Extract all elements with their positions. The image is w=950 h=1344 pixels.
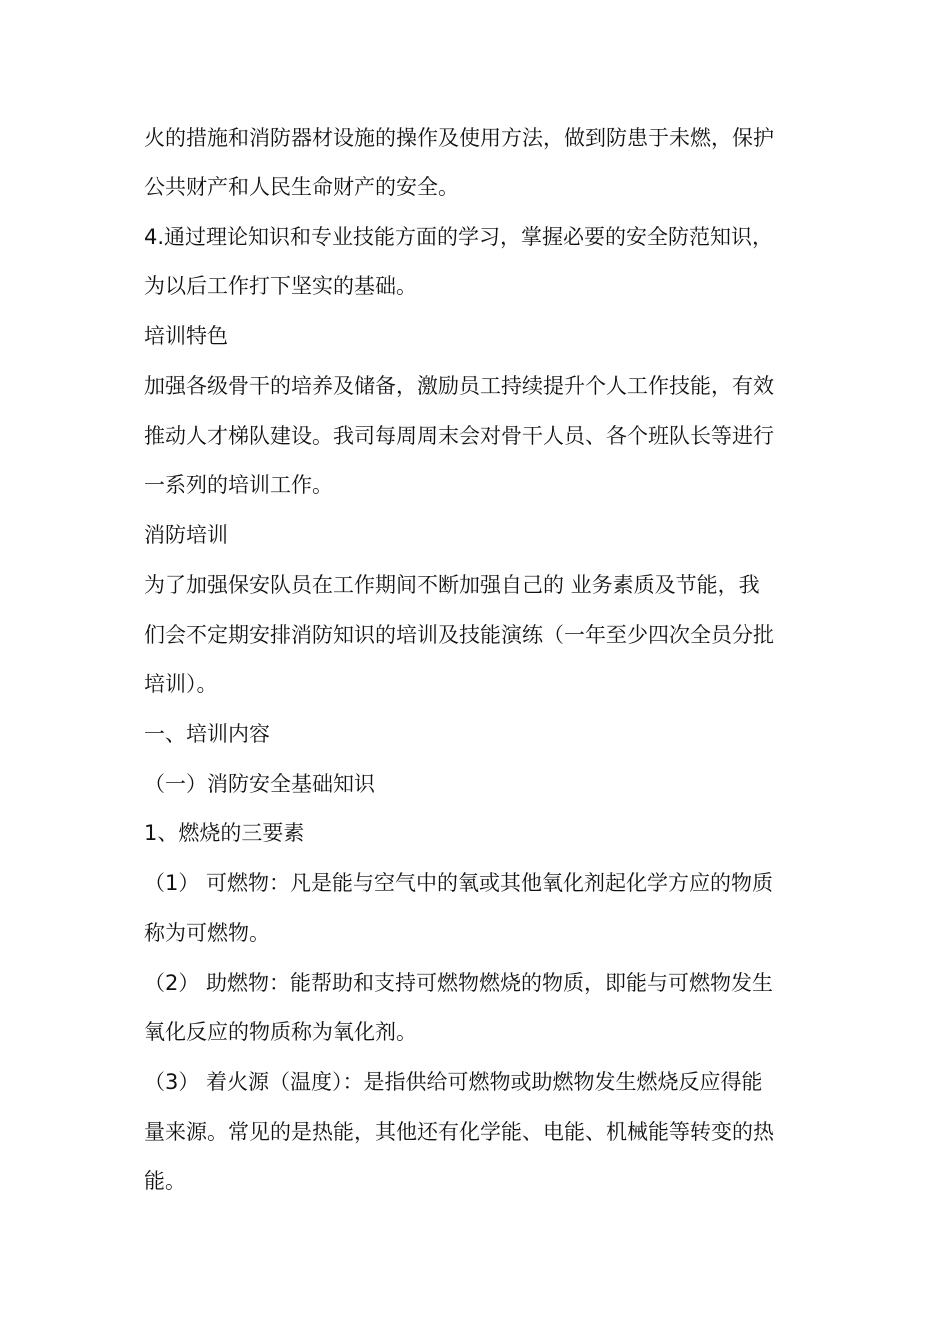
list-item-line: （1） 可燃物：凡是能与空气中的氧或其他氧化剂起化学方应的物质 (144, 871, 774, 895)
paragraph-line: 公共财产和人民生命财产的安全。 (144, 175, 459, 199)
paragraph-line: 培训）。 (144, 672, 218, 696)
paragraph-line: 4.通过理论知识和专业技能方面的学习，掌握必要的安全防范知识， (144, 225, 774, 249)
paragraph-line: 为以后工作打下坚实的基础。 (144, 274, 417, 298)
paragraph-line: 为了加强保安队员在工作期间不断加强自己的 业务素质及节能，我 (144, 573, 760, 597)
subsection-heading: （一）消防安全基础知识 (144, 772, 375, 796)
section-heading: 培训特色 (144, 324, 228, 348)
list-item-line: 称为可燃物。 (144, 921, 270, 945)
list-item-line: （2） 助燃物：能帮助和支持可燃物燃烧的物质，即能与可燃物发生 (144, 971, 774, 995)
list-item-line: 能。 (144, 1169, 186, 1193)
section-heading: 一、培训内容 (144, 722, 270, 746)
list-item-line: 量来源。常见的是热能，其他还有化学能、电能、机械能等转变的热 (144, 1120, 774, 1144)
paragraph-line: 一系列的培训工作。 (144, 473, 333, 497)
section-heading: 消防培训 (144, 523, 228, 547)
paragraph-line: 们会不定期安排消防知识的培训及技能演练（一年至少四次全员分批 (144, 623, 774, 647)
list-item-line: 氧化反应的物质称为氧化剂。 (144, 1020, 417, 1044)
paragraph-line: 火的措施和消防器材设施的操作及使用方法，做到防患于未燃，保护 (144, 126, 774, 150)
paragraph-line: 推动人才梯队建设。我司每周周末会对骨干人员、各个班队长等进行 (144, 424, 774, 448)
paragraph-line: 加强各级骨干的培养及储备，激励员工持续提升个人工作技能，有效 (144, 374, 774, 398)
list-item-line: （3） 着火源（温度）：是指供给可燃物或助燃物发生燃烧反应得能 (144, 1070, 763, 1094)
subsection-heading: 1、燃烧的三要素 (144, 821, 305, 845)
